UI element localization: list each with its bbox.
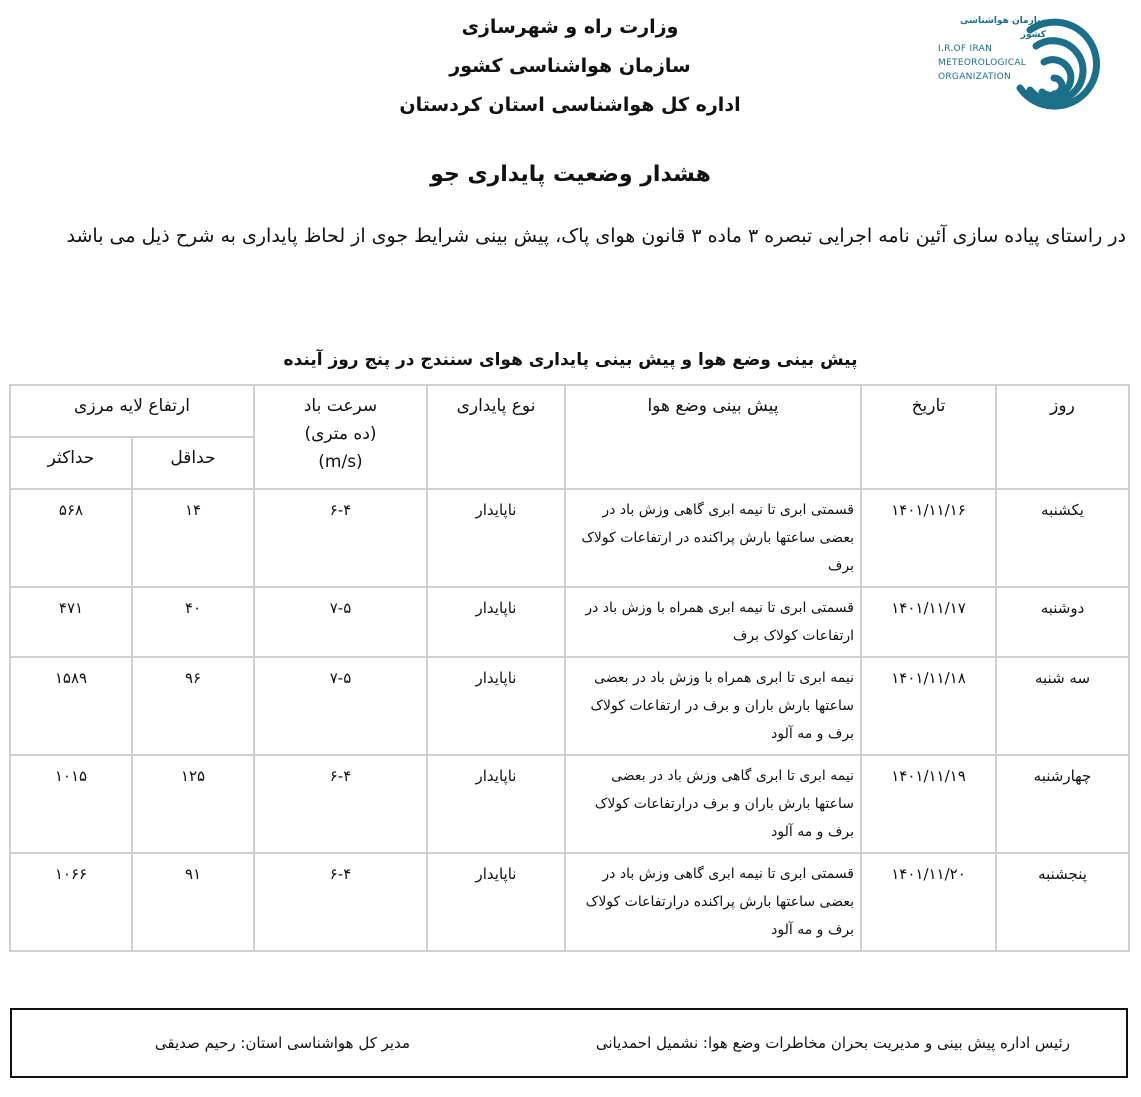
table-title: پیش بینی وضع هوا و پیش بینی پایداری هوای سنندج در پنج روز آینده	[283, 350, 858, 370]
cell-min: ۱۴	[132, 489, 254, 587]
cell-weather: نیمه ابری تا ابری همراه با وزش باد در بعضی ساعتها بارش باران و برف در ارتفاعات کولاک برف و مه آلود	[565, 657, 861, 755]
cell-day: چهارشنبه	[996, 755, 1129, 853]
header-wind-speed	[254, 385, 427, 489]
cell-weather: قسمتی ابری تا نیمه ابری گاهی وزش باد در بعضی ساعتها بارش پراکنده درارتفاعات کولاک برف و مه آلود	[565, 853, 861, 951]
forecast-table	[9, 384, 1130, 952]
logo-en-line2: METEOROLOGICAL	[938, 58, 1027, 68]
cell-max: ۱۵۸۹	[10, 657, 132, 755]
table-row	[10, 853, 1129, 951]
header-wind-line2: (ده متری)	[304, 424, 377, 444]
table-row	[10, 587, 1129, 657]
cell-wind: ۷-۵	[254, 657, 427, 755]
forecast-head-signature: رئیس اداره پیش بینی و مدیریت بحران مخاطرات وضع هوا: نشمیل احمدیانی	[595, 1034, 1070, 1052]
header-max: حداکثر	[10, 437, 132, 489]
cell-weather: قسمتی ابری تا نیمه ابری گاهی وزش باد در بعضی ساعتها بارش پراکنده در ارتفاعات کولاک برف	[565, 489, 861, 587]
cell-date: ۱۴۰۱/۱۱/۱۶	[861, 489, 996, 587]
table-row	[10, 489, 1129, 587]
cell-stability: ناپایدار	[427, 755, 565, 853]
logo	[938, 12, 1108, 134]
cell-max: ۱۰۱۵	[10, 755, 132, 853]
header-wind-line3: (m/s)	[318, 452, 363, 472]
cell-max: ۵۶۸	[10, 489, 132, 587]
cell-weather: قسمتی ابری تا نیمه ابری همراه با وزش باد در ارتفاعات کولاک برف	[565, 587, 861, 657]
header-date: تاریخ	[861, 385, 996, 489]
cell-max: ۱۰۶۶	[10, 853, 132, 951]
cell-max: ۴۷۱	[10, 587, 132, 657]
cell-wind: ۶-۴	[254, 755, 427, 853]
logo-en-line3: ORGANIZATION	[938, 72, 1012, 82]
cell-day: یکشنبه	[996, 489, 1129, 587]
cell-stability: ناپایدار	[427, 489, 565, 587]
cell-weather: نیمه ابری تا ابری گاهی وزش باد در بعضی ساعتها بارش باران و برف درارتفاعات کولاک برف و مه آلود	[565, 755, 861, 853]
ministry-name: وزارت راه و شهرسازی	[461, 16, 679, 38]
cell-wind: ۶-۴	[254, 853, 427, 951]
cell-date: ۱۴۰۱/۱۱/۱۷	[861, 587, 996, 657]
document-title: هشدار وضعیت پایداری جو	[430, 162, 711, 187]
cell-wind: ۷-۵	[254, 587, 427, 657]
cell-date: ۱۴۰۱/۱۱/۱۸	[861, 657, 996, 755]
table-row	[10, 657, 1129, 755]
department-name: اداره کل هواشناسی استان کردستان	[399, 94, 741, 116]
cell-date: ۱۴۰۱/۱۱/۱۹	[861, 755, 996, 853]
cell-day: دوشنبه	[996, 587, 1129, 657]
header-stability: نوع پایداری	[427, 385, 565, 489]
table-row	[10, 755, 1129, 853]
cell-min: ۱۲۵	[132, 755, 254, 853]
header	[300, 8, 840, 125]
signature-box	[10, 1008, 1128, 1078]
cell-stability: ناپایدار	[427, 657, 565, 755]
cell-stability: ناپایدار	[427, 587, 565, 657]
header-weather: پیش بینی وضع هوا	[565, 385, 861, 489]
header-boundary-layer: ارتفاع لایه مرزی	[10, 385, 254, 437]
cell-min: ۹۱	[132, 853, 254, 951]
director-signature: مدیر کل هواشناسی استان: رحیم صدیقی	[154, 1034, 410, 1052]
header-wind-line1: سرعت باد	[303, 396, 378, 416]
header-min: حداقل	[132, 437, 254, 489]
organization-name: سازمان هواشناسی کشور	[449, 55, 691, 77]
cell-day: پنجشنبه	[996, 853, 1129, 951]
logo-fa-name: سازمان هواشناسی کشور	[959, 16, 1046, 40]
cell-day: سه شنبه	[996, 657, 1129, 755]
logo-en-line1: I.R.OF IRAN	[938, 44, 993, 54]
cell-date: ۱۴۰۱/۱۱/۲۰	[861, 853, 996, 951]
cell-wind: ۶-۴	[254, 489, 427, 587]
logo-spiral-icon	[1008, 12, 1104, 132]
cell-min: ۴۰	[132, 587, 254, 657]
header-day: روز	[996, 385, 1129, 489]
cell-min: ۹۶	[132, 657, 254, 755]
cell-stability: ناپایدار	[427, 853, 565, 951]
intro-paragraph: در راستای پیاده سازی آئین نامه اجرایی تبصره ۳ ماده ۳ قانون هوای پاک، پیش بینی شرایط جوی از لحاظ پایداری به شرح ذیل می باشد	[66, 225, 1126, 247]
